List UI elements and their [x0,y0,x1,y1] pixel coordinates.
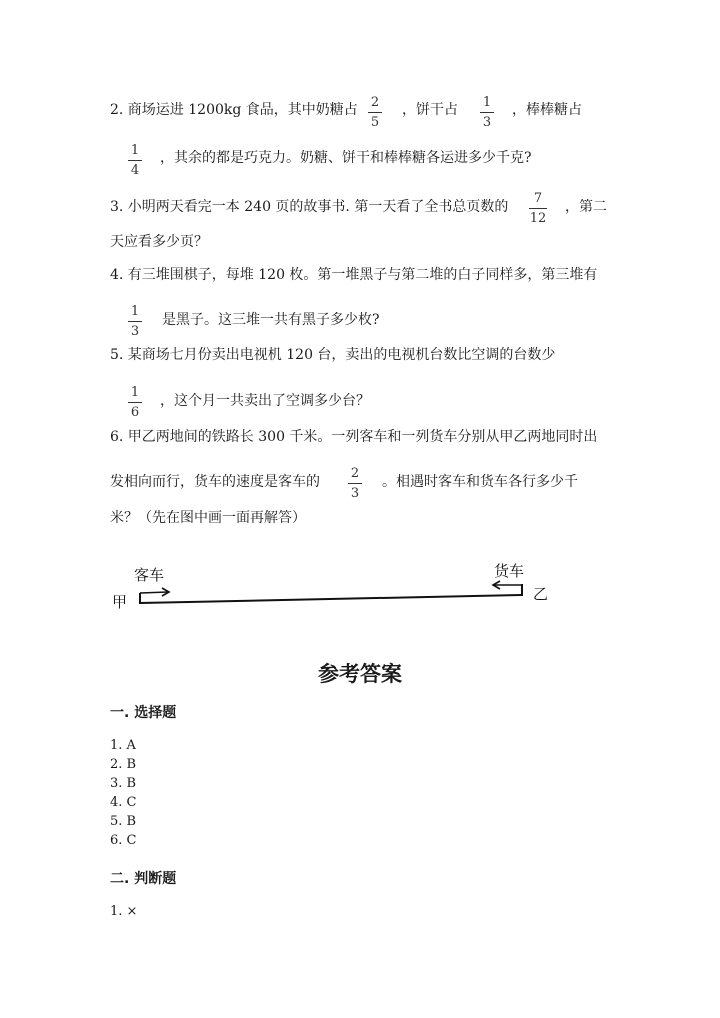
fraction-numerator: 2 [370,95,380,110]
fraction-denominator: 5 [370,115,380,130]
answer-item: 1. A [110,738,136,753]
q2-fraction-candy [367,96,383,129]
q5-line1: 5. 某商场七月份卖出电视机 120 台，卖出的电视机台数比空调的台数少 [110,347,556,363]
q4-fraction [127,305,143,338]
answer-item: 4. C [110,795,137,810]
section-true-false: 二. 判断题 [110,871,177,887]
fraction-numerator: 1 [130,143,140,158]
diagram-label-freight-train: 货车 [494,562,525,580]
answers-title: 参考答案 [318,662,402,686]
fraction-numerator: 1 [482,95,492,110]
q6-line3: 米？（先在图中画一面再解答） [110,510,306,526]
answer-item: 3. B [110,776,137,791]
answer-item: 5. B [110,814,137,829]
fraction-denominator: 3 [130,324,140,339]
diagram-label-passenger-train: 客车 [134,566,165,584]
q2-line1-part3: ，棒棒糖占 [512,102,582,118]
fraction-denominator: 6 [130,405,140,420]
q2-line1-part1: 2. 商场运进 1200kg 食品，其中奶糖占 [110,102,358,118]
q6-line2-part2: 。相遇时客车和货车各行多少千 [382,474,578,490]
fraction-denominator: 4 [130,163,140,178]
q2-line2: ，其余的都是巧克力。奶糖、饼干和棒棒糖各运进多少千克? [160,150,532,166]
railway-line [140,595,522,603]
q2-fraction-lollipop [127,144,143,177]
answer-item: 1. × [110,904,138,919]
q5-fraction [127,386,143,419]
railway-diagram [110,550,590,620]
q2-fraction-biscuit [479,96,495,129]
fraction-numerator: 7 [533,191,543,206]
passenger-arrow [140,592,168,593]
q5-line2: ，这个月一共卖出了空调多少台？ [160,393,370,409]
q3-line2: 天应看多少页？ [110,234,208,250]
fraction-numerator: 2 [350,466,360,481]
answer-item: 2. B [110,757,137,772]
q6-line2-part1: 发相向而行，货车的速度是客车的 [110,474,320,490]
fraction-denominator: 3 [350,486,360,501]
q4-line2: 是黑子。这三堆一共有黑子多少枚? [162,312,380,328]
fraction-denominator: 12 [529,211,547,226]
diagram-label-yi: 乙 [533,585,549,603]
fraction-numerator: 1 [130,304,140,319]
fraction-numerator: 1 [130,385,140,400]
q4-line1: 4. 有三堆围棋子，每堆 120 枚。第一堆黑子与第二堆的白子同样多，第三堆有 [110,267,598,283]
answer-item: 6. C [110,833,137,848]
q6-line1: 6. 甲乙两地间的铁路长 300 千米。一列客车和一列货车分别从甲乙两地同时出 [110,429,598,445]
q6-fraction [347,467,363,500]
q2-line1-part2: ，饼干占 [402,102,458,118]
q3-line1-part1: 3. 小明两天看完一本 240 页的故事书. 第一天看了全书总页数的 [110,199,509,215]
q3-line1-part2: ，第二 [565,199,607,215]
section-multiple-choice: 一. 选择题 [110,705,177,721]
fraction-denominator: 3 [482,115,492,130]
diagram-label-jia: 甲 [112,593,128,611]
q3-fraction [528,192,548,225]
